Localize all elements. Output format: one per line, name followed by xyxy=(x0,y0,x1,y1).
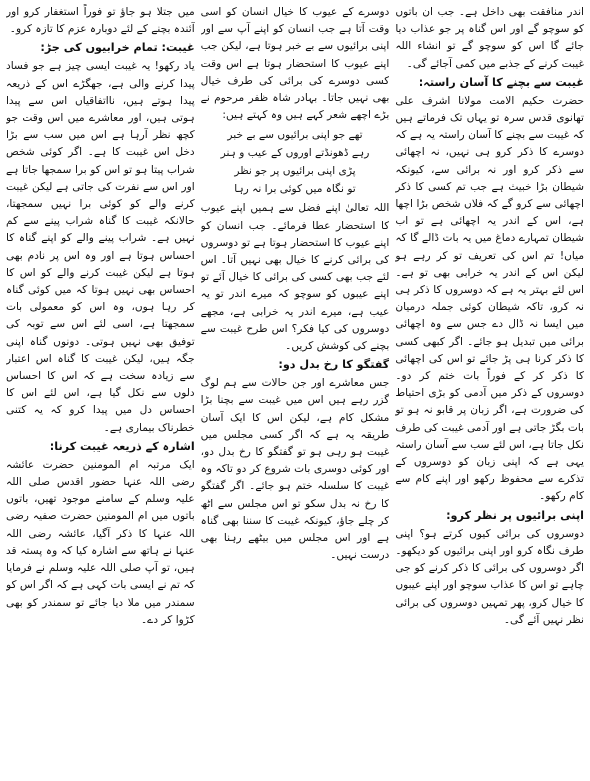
poem-verse xyxy=(201,126,390,198)
body-paragraph: یاد رکھو! یہ غیبت ایسی چیز ہے جو فساد پیدا کرنے والی ہے، جھگڑے اس کے ذریعہ پیدا ہوتے ہیں، نااتفاقیاں اس سے پیدا ہوتی ہیں، اور معاشرے میں اس وقت جو کچھ نظر آرہا ہے اس میں سب سے بڑا دخل اس غیبت کا ہے۔ اگر کوئی شخص شراب پیتا ہو تو اس کو برا سمجھا جاتا ہے اور اس سے نفرت کی جاتی ہے لیکن غیبت کرنے والے کو کوئی برا نہیں سمجھتا، حالانکہ غیبت کا گناہ شراب پینے سے کم نہیں ہے۔ شراب پینے والے کو اپنے گناہ کا احساس ہوتا ہے اور وہ اس پر نادم بھی ہوتا ہے لیکن غیبت کرنے والے کو اس کا احساس بھی نہیں ہوتا کہ میں کوئی گناہ کر رہا ہوں، وہ اس کو معمولی بات سمجھتا ہے، اسی لئے اس سے توبہ کی توفیق بھی نہیں ہوتی۔ دونوں گناہ اپنی جگہ ہیں، لیکن غیبت کا گناہ اس اعتبار سے زیادہ سخت ہے کہ اس کا احساس دلوں سے نکل گیا ہے، اس لئے اس کا احساس دل میں پیدا کرو کہ یہ کتنی خطرناک بیماری ہے۔ xyxy=(5,60,195,434)
body-paragraph: جس معاشرے اور جن حالات سے ہم لوگ گزر رہے ہیں اس میں غیبت سے بچنا بڑا مشکل کام ہے، لیکن اس کا ایک آسان طریقہ یہ ہے کہ اگر کسی مجلس میں غیبت ہو رہی ہو تو گفتگو کا رخ بدل دو، اور کوئی دوسری بات شروع کر دو تاکہ وہ غیبت کا سلسلہ ختم ہو جائے۔ اگر گفتگو کا رخ نہ بدل سکو تو اس مجلس سے اٹھ کر چلے جاؤ، کیونکہ غیبت کا سننا بھی گناہ ہے اور اس مجلس میں بیٹھے رہنا بھی درست نہیں۔ xyxy=(200,377,390,562)
text-column-right xyxy=(395,4,584,777)
section-heading: اپنی برائیوں پر نظر کرو: xyxy=(446,508,584,522)
body-paragraph: دوسرے کے عیوب کا خیال انسان کو اسی وقت آتا ہے جب انسان کو اپنے آپ سے اور اپنی برائیوں سے بے خبر ہوتا ہے، لیکن جب اپنے عیوب کا استحضار ہوتا ہے اس وقت کسی دوسرے کی برائی کی طرف خیال بھی نہیں جاتا۔ بہادر شاہ ظفر مرحوم نے بڑے اچھے شعر کہے ہیں وہ کہتے ہیں: xyxy=(200,6,390,122)
text-column-left xyxy=(6,4,195,777)
verse-line: پڑی اپنی برائیوں پر جو نظر xyxy=(234,165,356,178)
verse-line: تھے جو اپنی برائیوں سے بے خبر xyxy=(227,129,363,142)
section-heading: گفتگو کا رخ بدل دو: xyxy=(278,358,390,372)
body-paragraph: اندر منافقت بھی داخل ہے۔ جب ان باتوں کو سوچو گے اور اس گناہ پر جو عذاب دیا جائے گا اس کو سوچو گے تو انشاء اللہ غیبت کرنے کے جذبے میں کمی آجائے گی۔ xyxy=(395,6,584,70)
body-paragraph: میں جتلا ہو جاؤ تو فوراً استغفار کرو اور آئندہ بچنے کے لئے دوبارہ عزم کا تازہ کرو۔ xyxy=(5,6,195,36)
body-paragraph: دوسروں کی برائی کیوں کرتے ہو؟ اپنی طرف نگاہ کرو اور اپنی برائیوں کو دیکھو۔ اگر دوسروں کی برائی کا ذکر کرنے کو جی چاہے تو اس کا عذاب سوچو اور اپنے عیبوں کا خیال کرو، پھر تمہیں دوسروں کی برائی نظر نہیں آئے گی۔ xyxy=(395,527,584,626)
text-column-middle xyxy=(201,4,390,777)
body-paragraph: حضرت حکیم الامت مولانا اشرف علی تھانوی قدس سرہ تو یہاں تک فرماتے ہیں کہ غیبت سے بچنے کا آسان راستہ یہ ہے کہ دوسرے کا ذکر کرو ہی نہیں، نہ اچھائی سے ذکر کرو اور نہ برائی سے، کیونکہ شیطان بڑا خبیث ہے جب تم کسی کا ذکر اچھائی سے کرو گے کہ فلاں شخص بڑا اچھا ہے، اس کے اندر یہ اچھائی ہے تو اب شیطان تمہارے دماغ میں یہ بات ڈالے گا کہ میاں! تم اس کی تعریف تو کر رہے ہو لیکن اس کے اندر یہ خرابی بھی تو ہے۔ اس لئے بہتر یہ ہے کہ دوسروں کا ذکر ہی نہ کرو، تاکہ شیطان کوئی جملہ درمیان میں ایسا نہ ڈال دے جس سے وہ اچھائی برائی میں تبدیل ہو جائے۔ اگر کبھی کسی کا ذکر کرنا ہی پڑ جائے تو اس کی اچھائی کا ذکر کر کے فوراً بات ختم کر دو۔ دوسروں کے ذکر میں آدمی کو بڑی احتیاط کی ضرورت ہے، اگر زبان پر قابو نہ ہو تو بات بگڑ جاتی ہے اور آدمی غیبت کی طرف نکل جاتا ہے، اس لئے سب سے آسان راستہ یہی ہے کہ اپنی زبان کو دوسروں کے تذکرے سے محفوظ رکھو اور اپنے کام سے کام رکھو۔ xyxy=(395,94,584,503)
verse-line: رہے ڈھونڈتے اوروں کے عیب و ہنر xyxy=(220,147,370,160)
body-paragraph: اللہ تعالیٰ اپنے فضل سے ہمیں اپنے عیوب کا استحضار عطا فرمائے۔ جب انسان کو اپنے عیوب کا استحضار ہوتا ہے تو دوسروں کی برائی کرنے کا خیال بھی نہیں آتا۔ اس لئے جب بھی کسی کی برائی کا خیال آئے تو اپنے عیبوں کو سوچو کہ میرے اندر تو یہ عیب ہے، میرے اندر یہ خرابی ہے، مجھے دوسروں کی کیا فکر؟ اس طرح غیبت سے بچنے کی کوشش کریں۔ xyxy=(200,202,390,353)
verse-line: تو نگاہ میں کوئی برا نہ رہا xyxy=(234,183,356,196)
section-heading: غیبت: تمام خرابیوں کی جڑ: xyxy=(40,41,195,55)
body-paragraph: ایک مرتبہ ام المومنین حضرت عائشہ رضی اللہ عنہا حضور اقدس صلی اللہ علیہ وسلم کے سامنے موجود تھیں، باتوں باتوں میں ام المومنین حضرت صفیہ رضی اللہ عنہا کا ذکر آگیا، عائشہ رضی اللہ عنہا نے ہاتھ سے اشارہ کیا کہ وہ پستہ قد ہیں، تو آپ صلی اللہ علیہ وسلم نے فرمایا کہ تم نے ایسی بات کہی ہے کہ اگر اس کو سمندر میں ملا دیا جائے تو سمندر کو بھی کڑوا کر دے۔ xyxy=(5,458,195,626)
section-heading: غیبت سے بچنے کا آسان راستہ: xyxy=(418,75,584,89)
section-heading: اشارہ کے ذریعہ غیبت کرنا: xyxy=(49,439,195,453)
